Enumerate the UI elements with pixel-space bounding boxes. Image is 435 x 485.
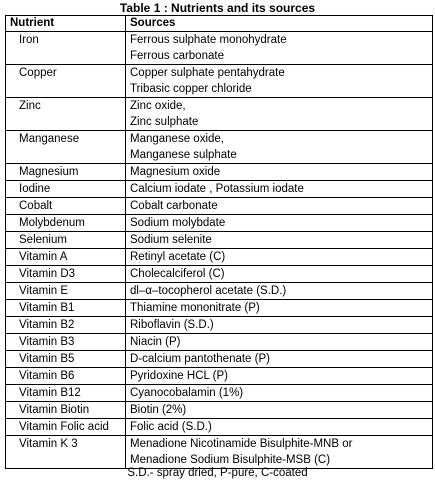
sources-cell (126, 385, 433, 402)
table-row (6, 402, 433, 419)
nutrient-cell: Vitamin K 3 (6, 436, 126, 469)
table-header-row (6, 16, 433, 32)
nutrient-cell: Vitamin B12 (6, 385, 126, 402)
table-row (6, 266, 433, 283)
nutrient-cell: Manganese (6, 131, 126, 164)
source-line: Retinyl acetate (C) (130, 251, 226, 263)
sources-cell (126, 266, 433, 283)
sources-cell (126, 351, 433, 368)
sources-cell (126, 419, 433, 436)
sources-cell (126, 215, 433, 232)
source-line: Sodium molybdate (130, 217, 226, 229)
table-row (6, 98, 433, 131)
source-line: Zinc oxide, (130, 100, 186, 112)
table-row (6, 32, 433, 65)
footnote: S.D.- spray dried, P-pure, C-coated (127, 467, 308, 479)
table-row (6, 249, 433, 266)
table-row (6, 164, 433, 181)
table-row (6, 351, 433, 368)
sources-cell (126, 283, 433, 300)
table-title: Table 1 : Nutrients and its sources (119, 1, 316, 15)
source-line: Cholecalciferol (C) (130, 268, 225, 280)
source-line: D-calcium pantothenate (P) (130, 353, 270, 365)
source-line: Thiamine mononitrate (P) (130, 302, 260, 314)
nutrient-cell: Copper (6, 65, 126, 98)
sources-cell (126, 198, 433, 215)
nutrient-cell: Vitamin A (6, 249, 126, 266)
table-row (6, 65, 433, 98)
source-line: Manganese sulphate (130, 149, 237, 161)
source-line: Menadione Sodium Bisulphite-MSB (C) (130, 454, 331, 466)
nutrient-cell: Vitamin D3 (6, 266, 126, 283)
table-row (6, 215, 433, 232)
source-line: Magnesium oxide (130, 166, 221, 178)
sources-cell (126, 249, 433, 266)
nutrient-cell: Selenium (6, 232, 126, 249)
source-line: Tribasic copper chloride (130, 83, 252, 95)
table-row (6, 198, 433, 215)
source-line: Manganese oxide, (130, 133, 224, 145)
table-row (6, 368, 433, 385)
source-line: Zinc sulphate (130, 116, 199, 128)
table-row (6, 300, 433, 317)
source-line: Folic acid (S.D.) (130, 421, 212, 433)
source-line: Biotin (2%) (130, 404, 187, 416)
nutrient-cell: Vitamin Folic acid (6, 419, 126, 436)
nutrient-cell: Iodine (6, 181, 126, 198)
table-body (6, 32, 433, 469)
sources-cell (126, 98, 433, 131)
nutrient-cell: Cobalt (6, 198, 126, 215)
nutrient-cell: Zinc (6, 98, 126, 131)
sources-cell (126, 65, 433, 98)
nutrient-cell: Molybdenum (6, 215, 126, 232)
sources-cell (126, 436, 433, 469)
source-line: Calcium iodate , Potassium iodate (130, 183, 304, 195)
header-sources: Sources (126, 16, 433, 32)
header-nutrient: Nutrient (6, 16, 126, 32)
source-line: dl–α–tocopherol acetate (S.D.) (130, 285, 287, 297)
sources-cell (126, 300, 433, 317)
sources-cell (126, 402, 433, 419)
table-row (6, 334, 433, 351)
source-line: Ferrous carbonate (130, 50, 224, 62)
sources-cell (126, 32, 433, 65)
nutrient-cell: Vitamin B1 (6, 300, 126, 317)
source-line: Pyridoxine HCL (P) (130, 370, 228, 382)
table-row (6, 419, 433, 436)
source-line: Niacin (P) (130, 336, 181, 348)
nutrient-cell: Vitamin E (6, 283, 126, 300)
nutrient-cell: Iron (6, 32, 126, 65)
source-line: Ferrous sulphate monohydrate (130, 34, 287, 46)
table-row (6, 317, 433, 334)
table-row (6, 436, 433, 469)
source-line: Copper sulphate pentahydrate (130, 67, 285, 79)
source-line: Menadione Nicotinamide Bisulphite-MNB or (130, 438, 353, 450)
sources-cell (126, 368, 433, 385)
table-row (6, 283, 433, 300)
sources-cell (126, 334, 433, 351)
source-line: Sodium selenite (130, 234, 212, 246)
nutrient-cell: Vitamin B6 (6, 368, 126, 385)
nutrients-table (5, 15, 433, 469)
nutrient-cell: Magnesium (6, 164, 126, 181)
sources-cell (126, 232, 433, 249)
nutrient-cell: Vitamin B2 (6, 317, 126, 334)
nutrient-cell: Vitamin Biotin (6, 402, 126, 419)
table-row (6, 181, 433, 198)
source-line: Cobalt carbonate (130, 200, 218, 212)
nutrient-cell: Vitamin B5 (6, 351, 126, 368)
source-line: Cyanocobalamin (1%) (130, 387, 244, 399)
sources-cell (126, 317, 433, 334)
sources-cell (126, 131, 433, 164)
source-line: Riboflavin (S.D.) (130, 319, 214, 331)
nutrient-cell: Vitamin B3 (6, 334, 126, 351)
sources-cell (126, 164, 433, 181)
table-row (6, 385, 433, 402)
table-row (6, 232, 433, 249)
table-row (6, 131, 433, 164)
sources-cell (126, 181, 433, 198)
